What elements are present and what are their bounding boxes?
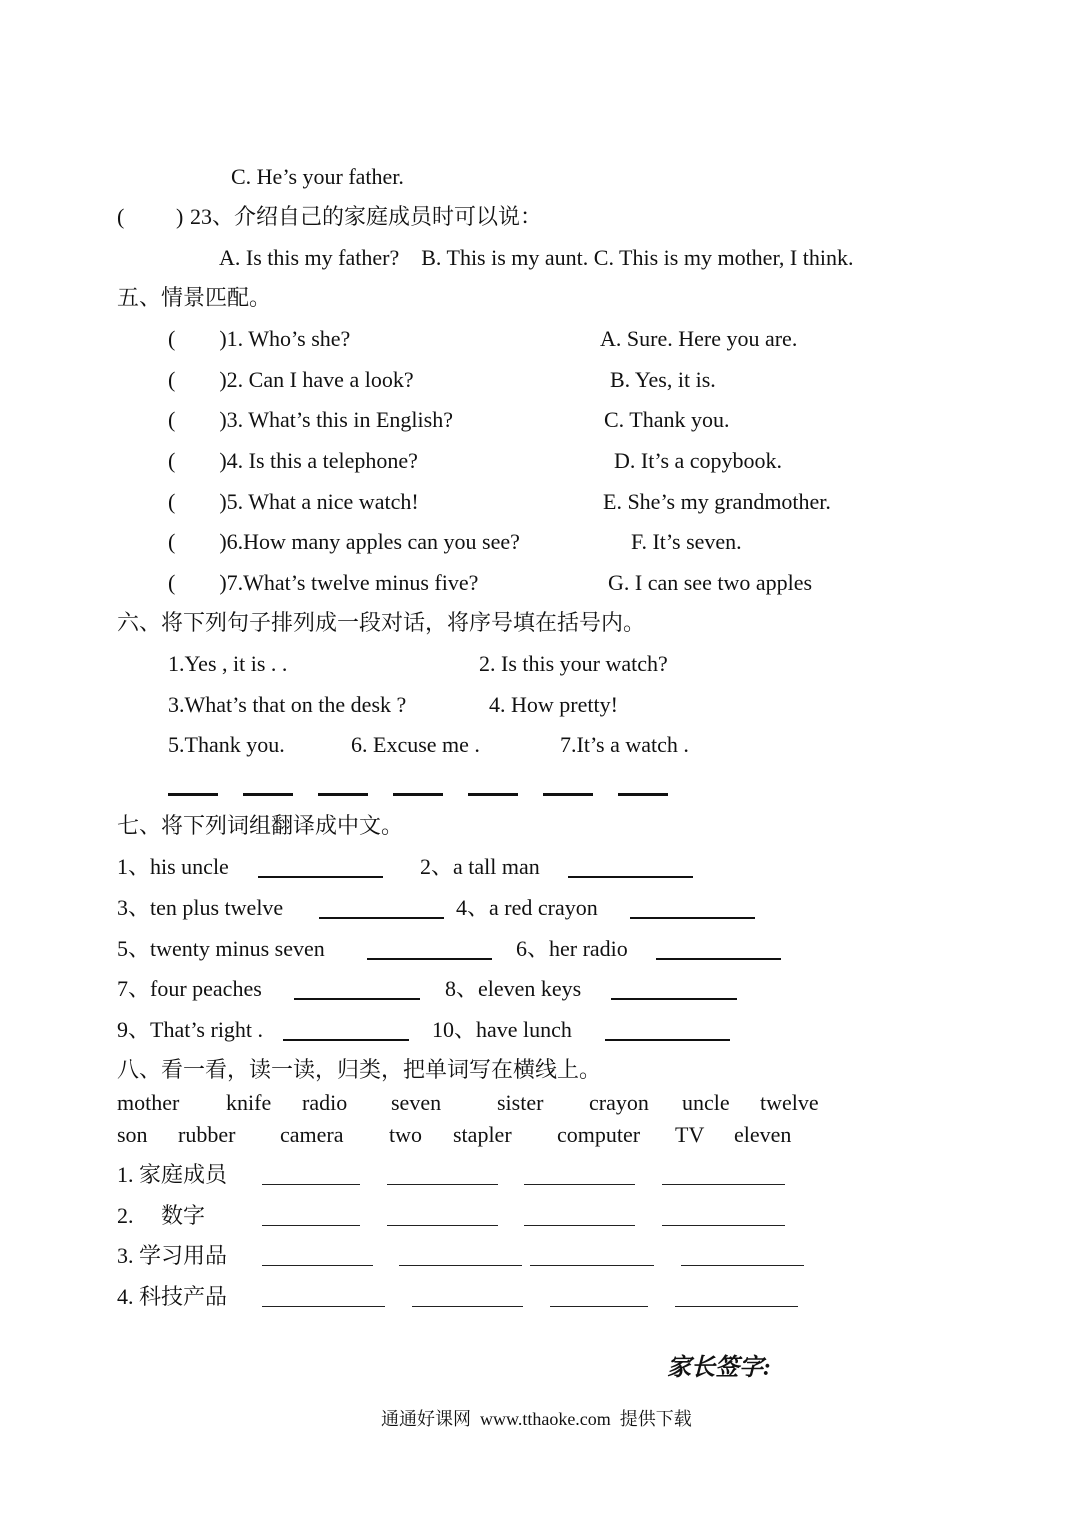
answer-blank[interactable] bbox=[611, 998, 737, 1000]
word-bank-item: son bbox=[117, 1122, 148, 1147]
order-blank[interactable] bbox=[393, 793, 443, 796]
word-bank-item: twelve bbox=[760, 1090, 819, 1115]
parent-signature-label: 家长签字: bbox=[667, 1355, 771, 1381]
dialog-sentence: 7.It’s a watch . bbox=[560, 732, 689, 757]
category-blank[interactable] bbox=[262, 1306, 385, 1307]
order-blank[interactable] bbox=[168, 793, 218, 796]
match-answer: E. She’s my grandmother. bbox=[603, 489, 831, 514]
category-label: 2. 数字 bbox=[117, 1203, 206, 1228]
match-question: ( )5. What a nice watch! bbox=[168, 489, 419, 514]
word-bank-item: seven bbox=[391, 1090, 442, 1115]
word-bank-item: stapler bbox=[453, 1122, 512, 1147]
answer-blank[interactable] bbox=[568, 876, 693, 878]
dialog-sentence: 5.Thank you. bbox=[168, 732, 285, 757]
category-blank[interactable] bbox=[550, 1306, 648, 1307]
category-blank[interactable] bbox=[262, 1265, 373, 1266]
answer-blank[interactable] bbox=[319, 917, 444, 919]
q22-option-c: C. He’s your father. bbox=[231, 164, 404, 189]
q23-paren-open: ( bbox=[117, 204, 125, 229]
category-blank[interactable] bbox=[675, 1306, 798, 1307]
match-question: ( )6.How many apples can you see? bbox=[168, 529, 520, 554]
category-blank[interactable] bbox=[524, 1225, 635, 1226]
match-question: ( )1. Who’s she? bbox=[168, 326, 351, 351]
phrase-item: 3、ten plus twelve bbox=[117, 895, 284, 920]
dialog-sentence: 4. How pretty! bbox=[489, 692, 618, 717]
category-blank[interactable] bbox=[530, 1265, 654, 1266]
order-blank[interactable] bbox=[318, 793, 368, 796]
word-bank-item: crayon bbox=[589, 1090, 649, 1115]
order-blank[interactable] bbox=[243, 793, 293, 796]
match-answer: A. Sure. Here you are. bbox=[600, 326, 798, 351]
word-bank-item: eleven bbox=[734, 1122, 792, 1147]
match-question: ( )3. What’s this in English? bbox=[168, 407, 453, 432]
section7-title: 七、将下列词组翻译成中文。 bbox=[117, 813, 404, 838]
category-blank[interactable] bbox=[662, 1184, 785, 1185]
category-blank[interactable] bbox=[262, 1225, 360, 1226]
word-bank-item: computer bbox=[557, 1122, 641, 1147]
dialog-sentence: 1.Yes , it is . . bbox=[168, 651, 288, 676]
phrase-item: 5、twenty minus seven bbox=[117, 936, 325, 961]
q23-options: A. Is this my father? B. This is my aunt. C. This is my mother, I think. bbox=[219, 245, 854, 270]
category-blank[interactable] bbox=[662, 1225, 785, 1226]
answer-blank[interactable] bbox=[294, 998, 420, 1000]
section5-title: 五、情景匹配。 bbox=[117, 285, 272, 310]
category-blank[interactable] bbox=[387, 1184, 498, 1185]
match-answer: D. It’s a copybook. bbox=[614, 448, 783, 473]
category-label: 1. 家庭成员 bbox=[117, 1162, 228, 1187]
answer-blank[interactable] bbox=[367, 958, 492, 960]
phrase-item: 1、his uncle bbox=[117, 854, 229, 879]
phrase-item: 4、a red crayon bbox=[456, 895, 598, 920]
word-bank-item: sister bbox=[497, 1090, 544, 1115]
match-question: ( )7.What’s twelve minus five? bbox=[168, 570, 479, 595]
category-blank[interactable] bbox=[399, 1265, 522, 1266]
phrase-item: 7、four peaches bbox=[117, 976, 262, 1001]
word-bank-item: mother bbox=[117, 1090, 180, 1115]
section8-title: 八、看一看，读一读，归类，把单词写在横线上。 bbox=[117, 1057, 602, 1082]
answer-blank[interactable] bbox=[258, 876, 383, 878]
category-blank[interactable] bbox=[681, 1265, 804, 1266]
category-blank[interactable] bbox=[412, 1306, 523, 1307]
word-bank-item: two bbox=[389, 1122, 422, 1147]
word-bank-item: rubber bbox=[178, 1122, 236, 1147]
order-blank[interactable] bbox=[468, 793, 518, 796]
phrase-item: 8、eleven keys bbox=[445, 976, 582, 1001]
answer-blank[interactable] bbox=[630, 917, 755, 919]
footer-text: 通通好课网 www.tthaoke.com 提供下载 bbox=[381, 1409, 692, 1429]
answer-blank[interactable] bbox=[283, 1039, 409, 1041]
dialog-sentence: 3.What’s that on the desk ? bbox=[168, 692, 407, 717]
answer-blank[interactable] bbox=[656, 958, 781, 960]
category-blank[interactable] bbox=[524, 1184, 635, 1185]
match-answer: F. It’s seven. bbox=[631, 529, 742, 554]
category-label: 4. 科技产品 bbox=[117, 1284, 228, 1309]
word-bank-item: uncle bbox=[682, 1090, 730, 1115]
category-label: 3. 学习用品 bbox=[117, 1243, 228, 1268]
word-bank-item: TV bbox=[675, 1122, 705, 1147]
word-bank-item: knife bbox=[226, 1090, 272, 1115]
section6-title: 六、将下列句子排列成一段对话，将序号填在括号内。 bbox=[117, 610, 646, 635]
category-blank[interactable] bbox=[387, 1225, 498, 1226]
category-blank[interactable] bbox=[262, 1184, 360, 1185]
match-question: ( )4. Is this a telephone? bbox=[168, 448, 418, 473]
phrase-item: 10、have lunch bbox=[432, 1017, 572, 1042]
dialog-sentence: 2. Is this your watch? bbox=[479, 651, 668, 676]
answer-blank[interactable] bbox=[605, 1039, 730, 1041]
phrase-item: 2、a tall man bbox=[420, 854, 540, 879]
q23-stem: 23、介绍自己的家庭成员时可以说： bbox=[190, 204, 543, 229]
order-blank[interactable] bbox=[543, 793, 593, 796]
q23-paren-close: ) bbox=[176, 204, 184, 229]
match-question: ( )2. Can I have a look? bbox=[168, 367, 414, 392]
match-answer: G. I can see two apples bbox=[608, 570, 813, 595]
dialog-sentence: 6. Excuse me . bbox=[351, 732, 480, 757]
match-answer: C. Thank you. bbox=[604, 407, 730, 432]
word-bank-item: camera bbox=[280, 1122, 344, 1147]
phrase-item: 9、That’s right . bbox=[117, 1017, 264, 1042]
order-blank[interactable] bbox=[618, 793, 668, 796]
match-answer: B. Yes, it is. bbox=[610, 367, 716, 392]
word-bank-item: radio bbox=[302, 1090, 348, 1115]
phrase-item: 6、her radio bbox=[516, 936, 628, 961]
